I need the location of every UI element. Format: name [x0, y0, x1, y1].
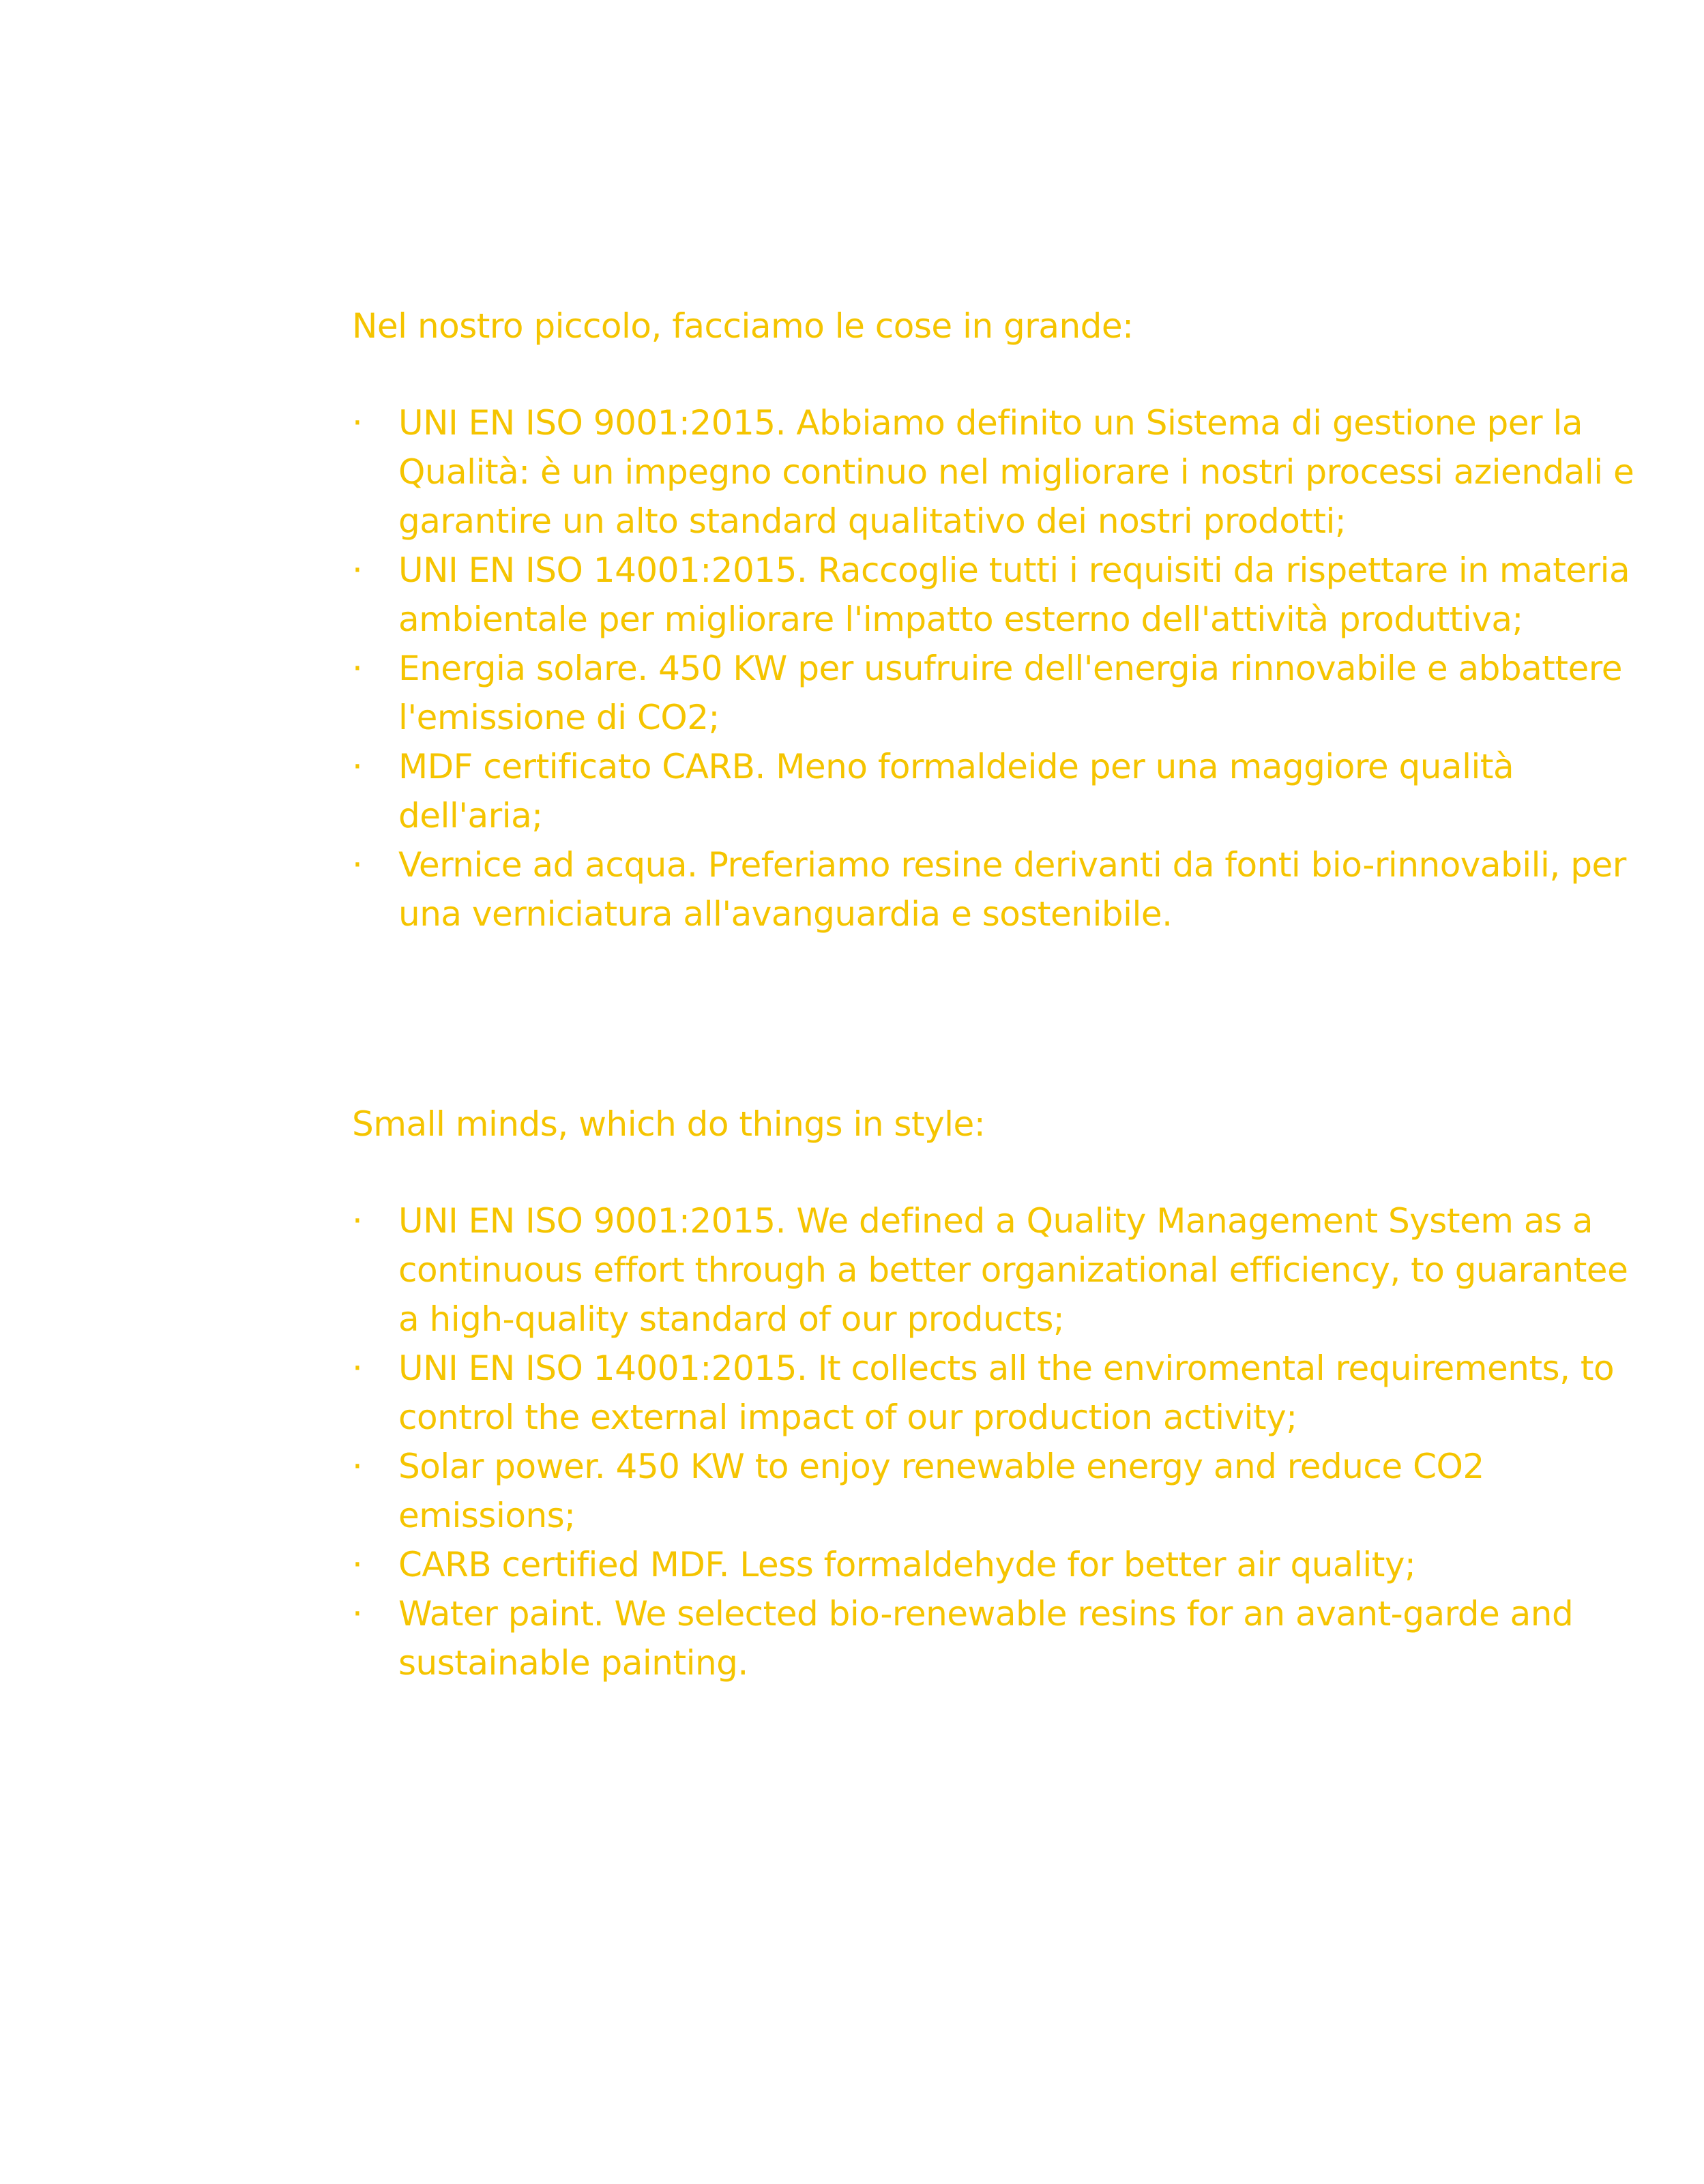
bullet-icon: · [352, 1447, 363, 1486]
list-item [352, 1196, 1648, 1344]
english-intro: Small minds, which do things in style: [352, 1104, 986, 1144]
bullet-icon: · [352, 403, 363, 443]
list-item-text: Energia solare. 450 KW per usufruire dell'energia rinnovabile e abbattere l'emissione di CO2; [398, 649, 1622, 737]
list-item [352, 742, 1648, 840]
bullet-icon: · [352, 1201, 363, 1241]
list-item [352, 1344, 1648, 1442]
list-item [352, 398, 1648, 546]
english-section [352, 1100, 1648, 1687]
list-item-text: UNI EN ISO 9001:2015. Abbiamo definito un Sistema di gestione per la Qualità: è un impegno continuo nel migliorare i nostri processi aziendali e garantire un alto standard qualitativo dei nostri prodotti; [398, 403, 1634, 541]
list-item [352, 1442, 1648, 1540]
italian-intro: Nel nostro piccolo, facciamo le cose in grande: [352, 306, 1134, 346]
english-bullet-list [352, 1196, 1648, 1687]
list-item-text: Water paint. We selected bio-renewable resins for an avant-garde and sustainable painting. [398, 1594, 1574, 1683]
list-item [352, 1540, 1648, 1589]
bullet-icon: · [352, 747, 363, 786]
bullet-icon: · [352, 1348, 363, 1388]
list-item-text: Vernice ad acqua. Preferiamo resine derivanti da fonti bio-rinnovabili, per una verniciatura all'avanguardia e sostenibile. [398, 845, 1626, 934]
italian-bullet-list [352, 398, 1648, 939]
list-item-text: CARB certified MDF. Less formaldehyde for better air quality; [398, 1545, 1416, 1584]
list-item [352, 1589, 1648, 1687]
list-item-text: UNI EN ISO 14001:2015. It collects all the enviromental requirements, to control the external impact of our production activity; [398, 1348, 1615, 1437]
list-item-text: MDF certificato CARB. Meno formaldeide per una maggiore qualità dell'aria; [398, 747, 1514, 836]
bullet-icon: · [352, 845, 363, 885]
list-item-text: Solar power. 450 KW to enjoy renewable energy and reduce CO2 emissions; [398, 1447, 1484, 1535]
list-item [352, 840, 1648, 939]
bullet-icon: · [352, 550, 363, 590]
bullet-icon: · [352, 1594, 363, 1634]
italian-section [352, 301, 1648, 939]
list-item-text: UNI EN ISO 9001:2015. We defined a Quality Management System as a continuous effort through a better organizational efficiency, to guarantee a high-quality standard of our products; [398, 1201, 1628, 1339]
list-item [352, 644, 1648, 742]
bullet-icon: · [352, 649, 363, 688]
bullet-icon: · [352, 1545, 363, 1584]
list-item [352, 546, 1648, 644]
list-item-text: UNI EN ISO 14001:2015. Raccoglie tutti i requisiti da rispettare in materia ambientale per migliorare l'impatto esterno dell'attività produttiva; [398, 550, 1630, 639]
